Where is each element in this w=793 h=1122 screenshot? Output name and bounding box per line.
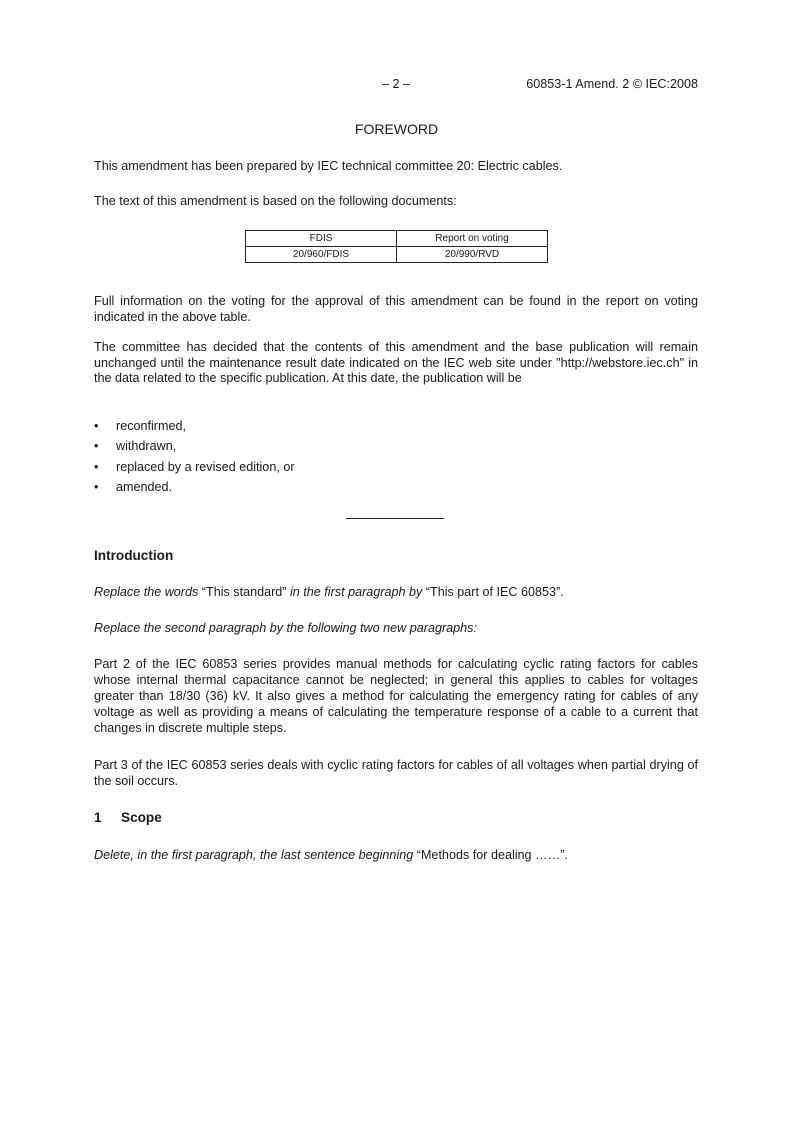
quoted-text: “Methods for dealing ……”. <box>413 848 568 862</box>
documents-table <box>245 230 548 263</box>
quoted-text: “This standard” <box>198 585 290 599</box>
instruction-replace-words <box>94 585 698 601</box>
list-item: • replaced by a revised edition, or <box>94 459 295 479</box>
list-item: • reconfirmed, <box>94 418 295 438</box>
instruction-text: Delete, in the first paragraph, the last sentence beginning <box>94 848 414 862</box>
paragraph-prepared: This amendment has been prepared by IEC technical committee 20: Electric cables. <box>94 159 563 173</box>
table-header-row <box>246 231 548 247</box>
instruction-text: Replace the words <box>94 585 199 599</box>
instruction-text: Replace the second paragraph by the following two new paragraphs: <box>94 621 477 635</box>
table-header-cell: FDIS <box>246 231 397 247</box>
section-title: Scope <box>121 810 162 825</box>
paragraph-committee: The committee has decided that the contents of this amendment and the base publication will remain unchanged until the maintenance result date indicated on the IEC web site under "http://webstore.iec.ch" in the data related to the specific publication. At this date, the publication will be <box>94 340 698 385</box>
paragraph-full-info: Full information on the voting for the approval of this amendment can be found in the report on voting indicated in the above table. <box>94 294 698 324</box>
page-number: – 2 – <box>382 77 411 91</box>
section-number: 1 <box>94 810 102 825</box>
paragraph-based: The text of this amendment is based on the following documents: <box>94 194 457 208</box>
publication-status-list <box>94 418 295 499</box>
paragraph-part2: Part 2 of the IEC 60853 series provides manual methods for calculating cyclic rating factors for cables whose internal thermal capacitance cannot be neglected; in general this applies to cables for voltages greater than 18/30 (36) kV. It also gives a method for calculating the emergency rating for cables of any voltage as well as providing a means of calculating the temperature response of a cable to a current that changes in discrete multiple steps. <box>94 657 698 735</box>
instruction-delete <box>94 848 698 864</box>
quoted-text: “This part of IEC 60853”. <box>422 585 564 599</box>
instruction-text: in the first paragraph by <box>290 585 423 599</box>
introduction-heading: Introduction <box>94 548 174 563</box>
table-cell: 20/960/FDIS <box>246 247 397 263</box>
list-item: • withdrawn, <box>94 438 295 458</box>
list-item: • amended. <box>94 479 295 499</box>
scope-heading <box>94 810 162 825</box>
section-divider <box>346 518 444 519</box>
foreword-title: FOREWORD <box>354 121 439 137</box>
table-cell: 20/990/RVD <box>397 247 548 263</box>
paragraph-part3: Part 3 of the IEC 60853 series deals with cyclic rating factors for cables of all voltages when partial drying of the soil occurs. <box>94 758 698 788</box>
table-header-cell: Report on voting <box>397 231 548 247</box>
document-reference: 60853-1 Amend. 2 © IEC:2008 <box>526 77 698 91</box>
instruction-replace-paragraph <box>94 621 698 637</box>
table-row <box>246 247 548 263</box>
